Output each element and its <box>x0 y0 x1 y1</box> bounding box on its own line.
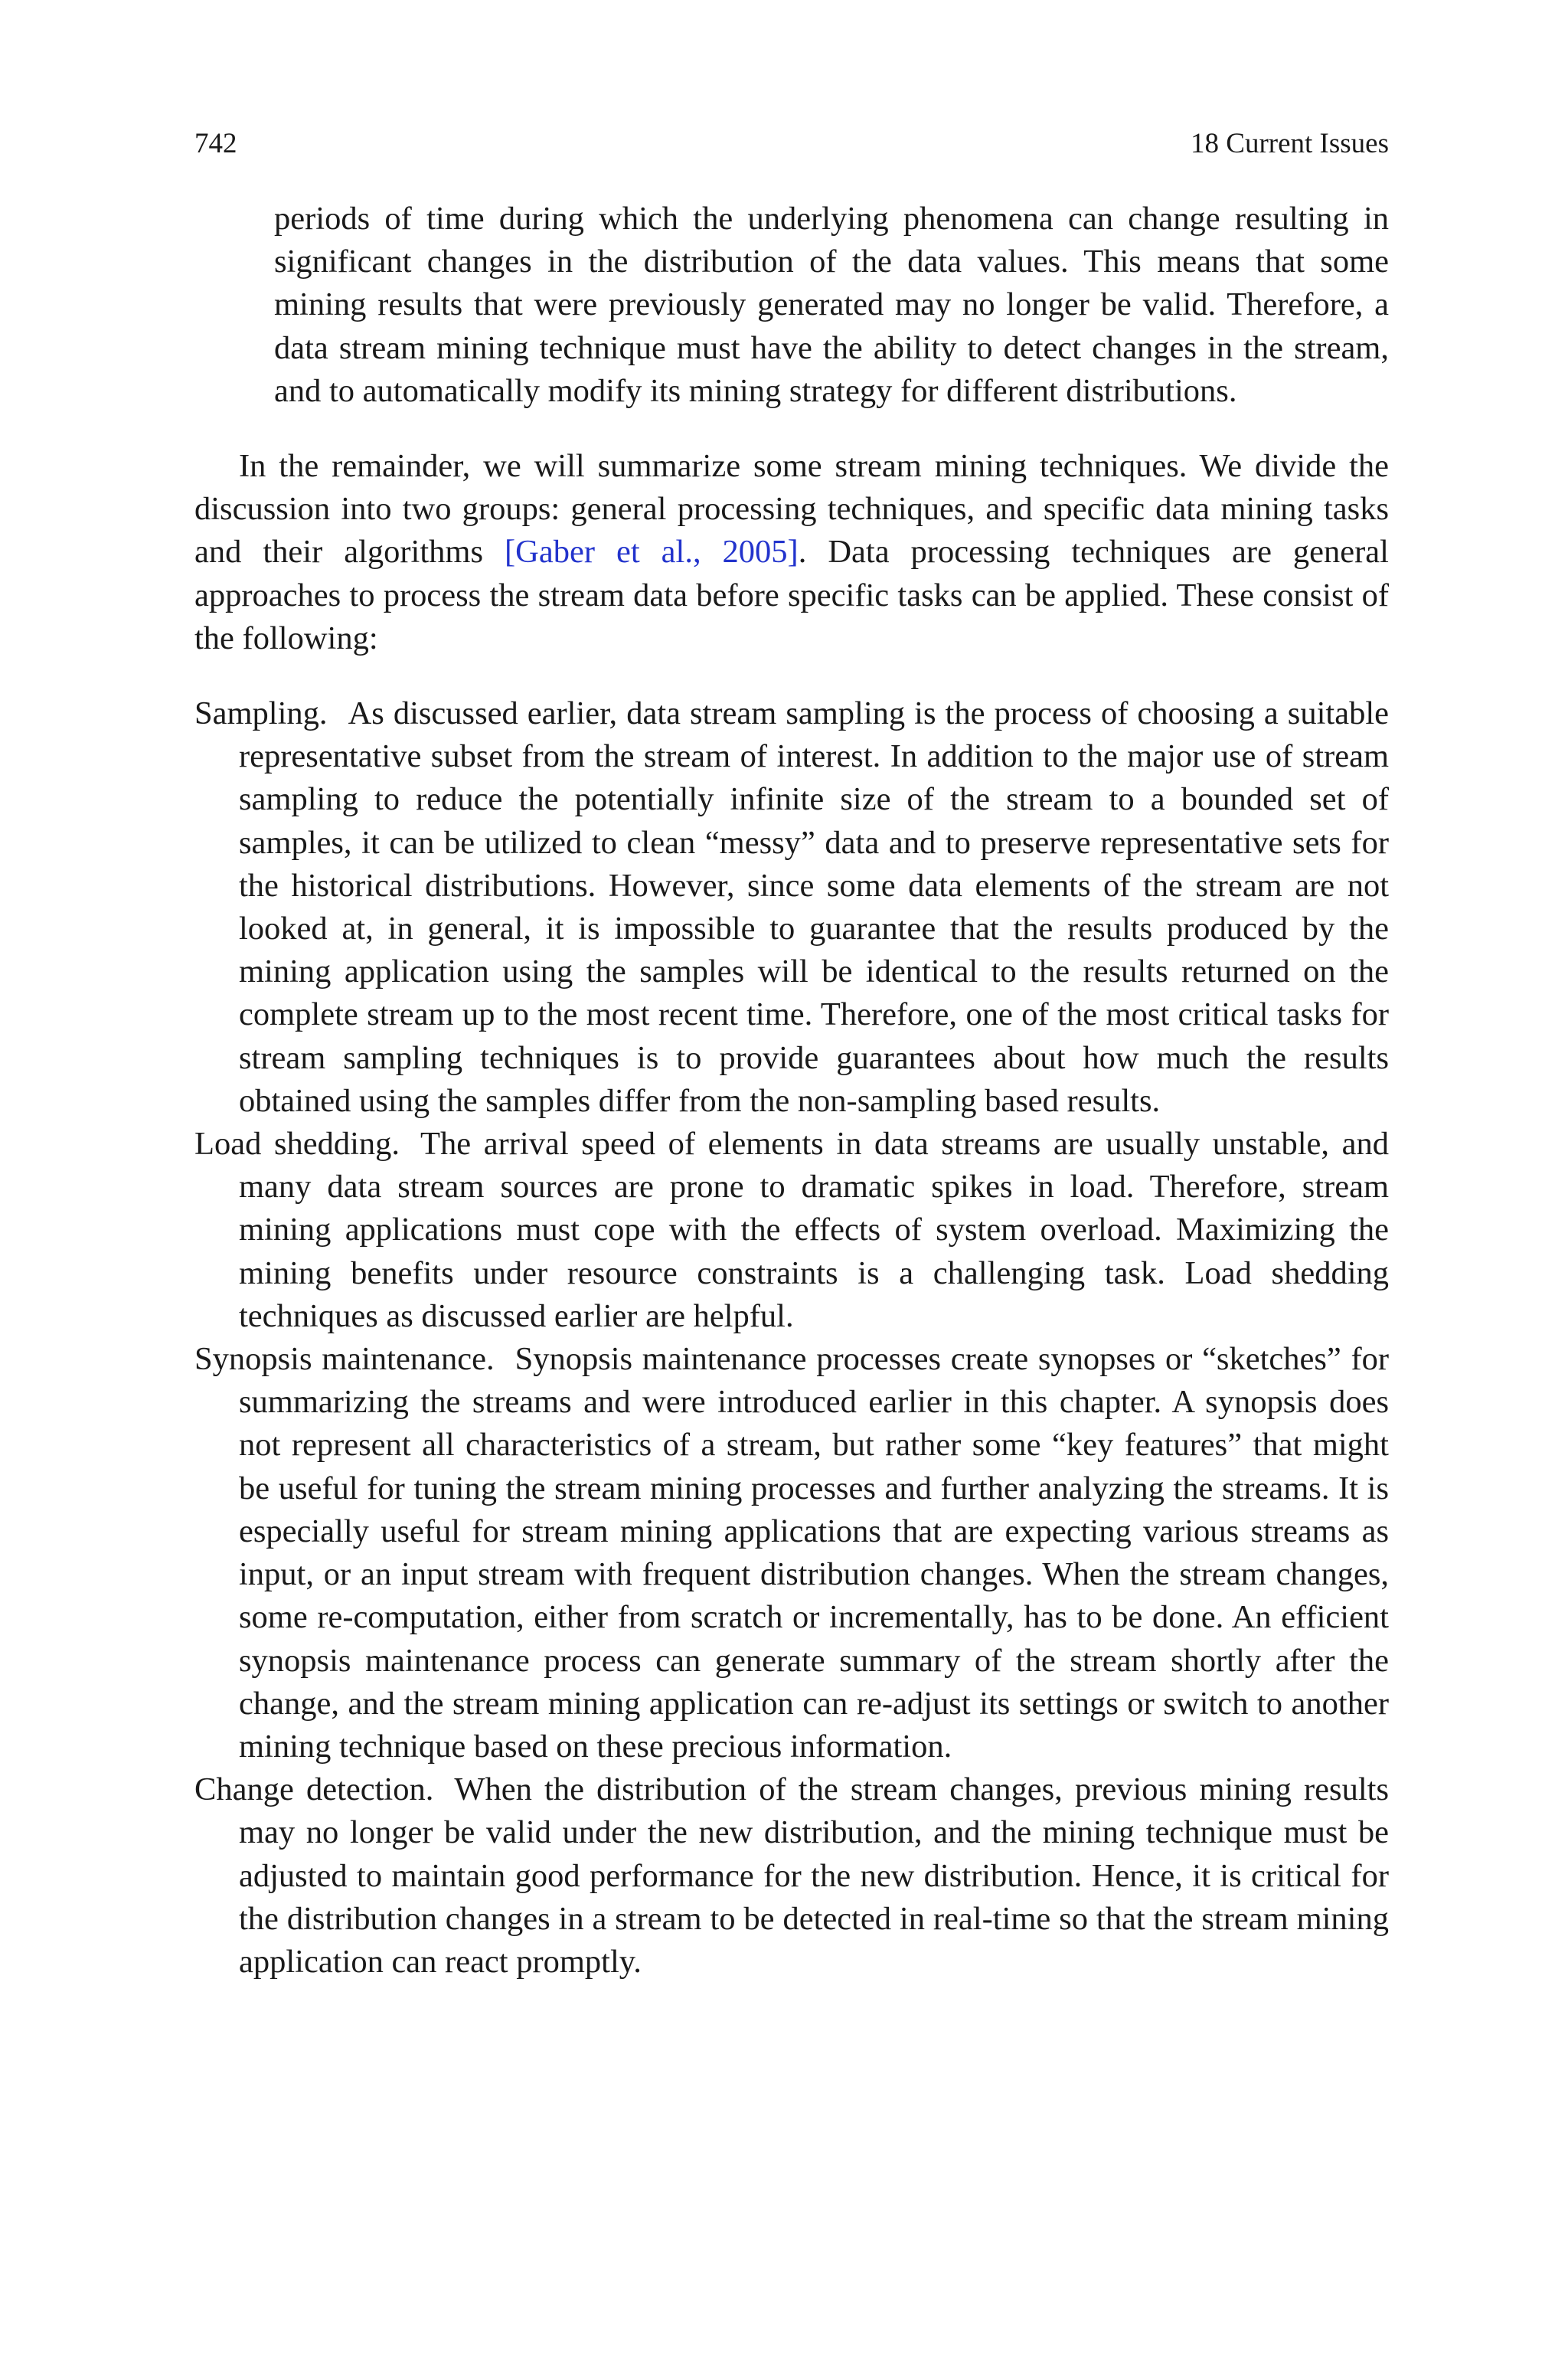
definition-synopsis-maintenance <box>194 1338 1389 1768</box>
intro-text-end: . Data processing techniques are general approaches to process the stream data before specific tasks can be applied. These consist of the following: <box>194 534 1389 656</box>
continued-paragraph: periods of time during which the underlying phenomena can change resulting in significant changes in the distribution of the data values. This means that some mining results that were previously generated may no longer be valid. Therefore, a data stream mining technique must have the ability to detect changes in the stream, and to automatically modify its mining strategy for different distributions. <box>274 201 1389 409</box>
definition-list <box>194 692 1389 1984</box>
definition-change-detection <box>194 1768 1389 1984</box>
citation-link[interactable]: [Gaber et al., 2005] <box>505 534 799 571</box>
intro-paragraph <box>194 445 1389 660</box>
definition-text: Synopsis maintenance processes create synopses or “sketches” for summarizing the streams and were introduced earlier in this chapter. A synopsis does not represent all characteristics of a stream, but rather some “key features” that might be useful for tuning the stream mining processes and further analyzing the streams. It is especially useful for stream mining applications that are expecting various streams as input, or an input stream with frequent distribution changes. When the stream changes, some re-computation, either from scratch or incrementally, has to be done. An efficient synopsis maintenance process can generate summary of the stream shortly after the change, and the stream mining application can re-adjust its settings or switch to another mining technique based on these precious information. <box>239 1341 1390 1765</box>
definition-term: Sampling. <box>194 695 328 732</box>
definition-term: Change detection. <box>194 1771 434 1808</box>
definition-text: The arrival speed of elements in data streams are usually unstable, and many data stream sources are prone to dramatic spikes in load. Therefore, stream mining applications must cope with the effects of system overload. Maximizing the mining benefits under resource constraints is a challenging task. Load shedding techniques as discussed earlier are helpful. <box>239 1126 1389 1334</box>
intro-text-start: In the remainder, we will summarize some stream mining techniques. We divide the discussion into two groups: general processing techniques, and specific data mining tasks and their algorithms <box>194 448 1389 571</box>
page-number: 742 <box>194 128 237 159</box>
definition-text: When the distribution of the stream changes, previous mining results may no longer be valid under the new distribution, and the mining technique must be adjusted to maintain good performance for the new distribution. Hence, it is critical for the distribution changes in a stream to be detected in real-time so that the stream mining application can react promptly. <box>239 1771 1389 1980</box>
definition-sampling <box>194 692 1389 1123</box>
definition-text: As discussed earlier, data stream sampling is the process of choosing a suitable representative subset from the stream of interest. In addition to the major use of stream sampling to reduce the potentially infinite size of the stream to a bounded set of samples, it can be utilized to clean “messy” data and to preserve representative sets for the historical distributions. However, since some data elements of the stream are not looked at, in general, it is impossible to guarantee that the results produced by the mining application using the samples will be identical to the results returned on the complete stream up to the most recent time. Therefore, one of the most critical tasks for stream sampling techniques is to provide guarantees about how much the results obtained using the samples differ from the non-sampling based results. <box>239 695 1389 1119</box>
body-text <box>194 198 1389 1984</box>
definition-term: Load shedding. <box>194 1126 400 1163</box>
chapter-title: 18 Current Issues <box>1191 128 1389 159</box>
definition-term: Synopsis maintenance. <box>194 1341 495 1378</box>
definition-load-shedding <box>194 1123 1389 1338</box>
running-header <box>194 126 1389 162</box>
